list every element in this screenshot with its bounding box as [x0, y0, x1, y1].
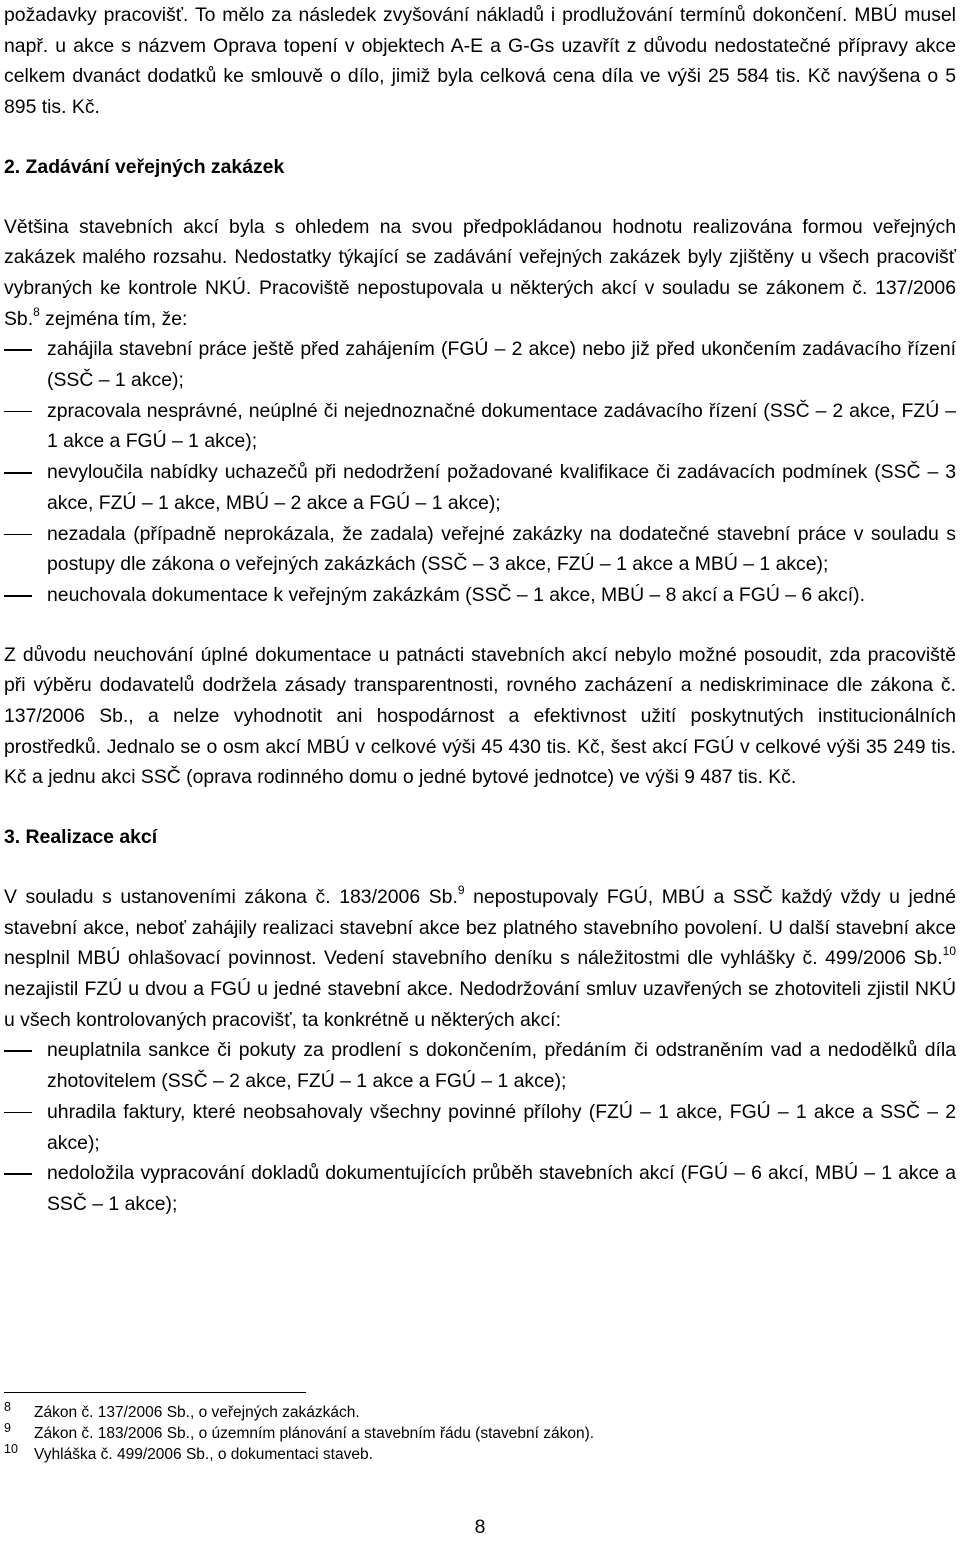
- footnote-10: [4, 1444, 944, 1465]
- section-2-intro-tail: zejména tím, že:: [39, 307, 188, 330]
- list-item: nezadala (případně neprokázala, že zadala) veřejné zakázky na dodatečné stavební práce v souladu s postupy dle zákona o veřejných zakázkách (SSČ – 3 akce, FZÚ – 1 akce a MBÚ – 1 akce);: [4, 519, 956, 580]
- section-3-text-3: nezajistil FZÚ u dvou a FGÚ u jedné stavební akce. Nedodržování smluv uzavřených se zhotoviteli zjistil NKÚ u všech kontrolovaných pracovišť, ta konkrétně u některých akcí:: [4, 977, 956, 1031]
- footnote-text: Zákon č. 183/2006 Sb., o územním plánování a stavebním řádu (stavební zákon).: [34, 1425, 595, 1442]
- section-2-closing: Z důvodu neuchování úplné dokumentace u patnácti stavebních akcí nebylo možné posoudit, zda pracoviště při výběru dodavatelů dodržela zásady transparentnosti, rovného zacházení a nediskriminace dle zákona č. 137/2006 Sb., a nelze vyhodnotit ani hospodárnost a efektivnost užití poskytnutých institucionálních prostředků. Jednalo se o osm akcí MBÚ v celkové výši 45 430 tis. Kč, šest akcí FGÚ v celkové výši 35 249 tis. Kč a jednu akci SSČ (oprava rodinného domu o jedné bytové jednotce) ve výši 9 487 tis. Kč.: [4, 643, 956, 789]
- list-item: neuplatnila sankce či pokuty za prodlení s dokončením, předáním či odstraněním vad a nedodělků díla zhotovitelem (SSČ – 2 akce, FZÚ – 1 akce a FGÚ – 1 akce);: [4, 1035, 956, 1096]
- footnote-ref-10[interactable]: 10: [942, 944, 956, 959]
- list-item: uhradila faktury, které neobsahovaly všechny povinné přílohy (FZÚ – 1 akce, FGÚ – 1 akce a SSČ – 2 akce);: [4, 1097, 956, 1158]
- document-page: [4, 0, 956, 1220]
- page-number: 8: [474, 1516, 486, 1538]
- footnote-number: 10: [4, 1442, 18, 1456]
- footnote-ref-9[interactable]: 9: [457, 882, 465, 897]
- footnote-ref-8[interactable]: 8: [33, 304, 40, 319]
- section-2-bullet-list: [4, 334, 956, 610]
- footnote-text: Zákon č. 137/2006 Sb., o veřejných zakázkách.: [34, 1404, 360, 1421]
- list-item: zpracovala nesprávné, neúplné či nejednoznačné dokumentace zadávacího řízení (SSČ – 2 akce, FZÚ – 1 akce a FGÚ – 1 akce);: [4, 396, 956, 457]
- list-item: nedoložila vypracování dokladů dokumentujících průběh stavebních akcí (FGÚ – 6 akcí, MBÚ – 1 akce a SSČ – 1 akce);: [4, 1158, 956, 1219]
- list-item: nevyloučila nabídky uchazečů při nedodržení požadované kvalifikace či zadávacích podmínek (SSČ – 3 akce, FZÚ – 1 akce, MBÚ – 2 akce a FGÚ – 1 akce);: [4, 457, 956, 518]
- footnote-number: 8: [4, 1400, 11, 1414]
- footnote-separator: [4, 1392, 306, 1393]
- footnote-8: [4, 1402, 944, 1423]
- section-2-intro-text: Většina stavebních akcí byla s ohledem na svou předpokládanou hodnotu realizována formou veřejných zakázek malého rozsahu. Nedostatky týkající se zadávání veřejných zakázek byly zjištěny u všech pracovišť vybraných ke kontrole NKÚ. Pracoviště nepostupovala u některých akcí v souladu se zákonem č. 137/2006 Sb.: [4, 215, 956, 330]
- footnote-text: Vyhláška č. 499/2006 Sb., o dokumentaci staveb.: [34, 1446, 373, 1463]
- footnote-number: 9: [4, 1421, 11, 1435]
- section-3-text-1: V souladu s ustanoveními zákona č. 183/2006 Sb.: [4, 885, 458, 908]
- section-3-heading: 3. Realizace akcí: [4, 826, 158, 849]
- section-3-paragraph: [4, 882, 956, 1036]
- footnote-9: [4, 1423, 944, 1444]
- list-item: zahájila stavební práce ještě před zahájením (FGÚ – 2 akce) nebo již před ukončením zadávacího řízení (SSČ – 1 akce);: [4, 334, 956, 395]
- section-3-text-2: nepostupovaly FGÚ, MBÚ a SSČ každý vždy u jedné stavební akce, neboť zahájily realizaci stavební akce bez platného stavebního povolení. U další stavební akce nesplnil MBÚ ohlašovací povinnost. Vedení stavebního deníku s náležitostmi dle vyhlášky č. 499/2006 Sb.: [4, 885, 957, 970]
- section-3-bullet-list: [4, 1035, 956, 1219]
- section-2-heading: 2. Zadávání veřejných zakázek: [4, 155, 285, 178]
- paragraph-top: požadavky pracovišť. To mělo za následek zvyšování nákladů i prodlužování termínů dokončení. MBÚ musel např. u akce s názvem Oprava topení v objektech A-E a G-Gs uzavřít z důvodu nedostatečné přípravy akce celkem dvanáct dodatků ke smlouvě o dílo, jimiž byla celková cena díla ve výši 25 584 tis. Kč navýšena o 5 895 tis. Kč.: [4, 4, 956, 119]
- section-2-intro: [4, 212, 956, 335]
- footnotes: [4, 1402, 944, 1465]
- list-item: neuchovala dokumentace k veřejným zakázkám (SSČ – 1 akce, MBÚ – 8 akcí a FGÚ – 6 akcí).: [4, 580, 956, 611]
